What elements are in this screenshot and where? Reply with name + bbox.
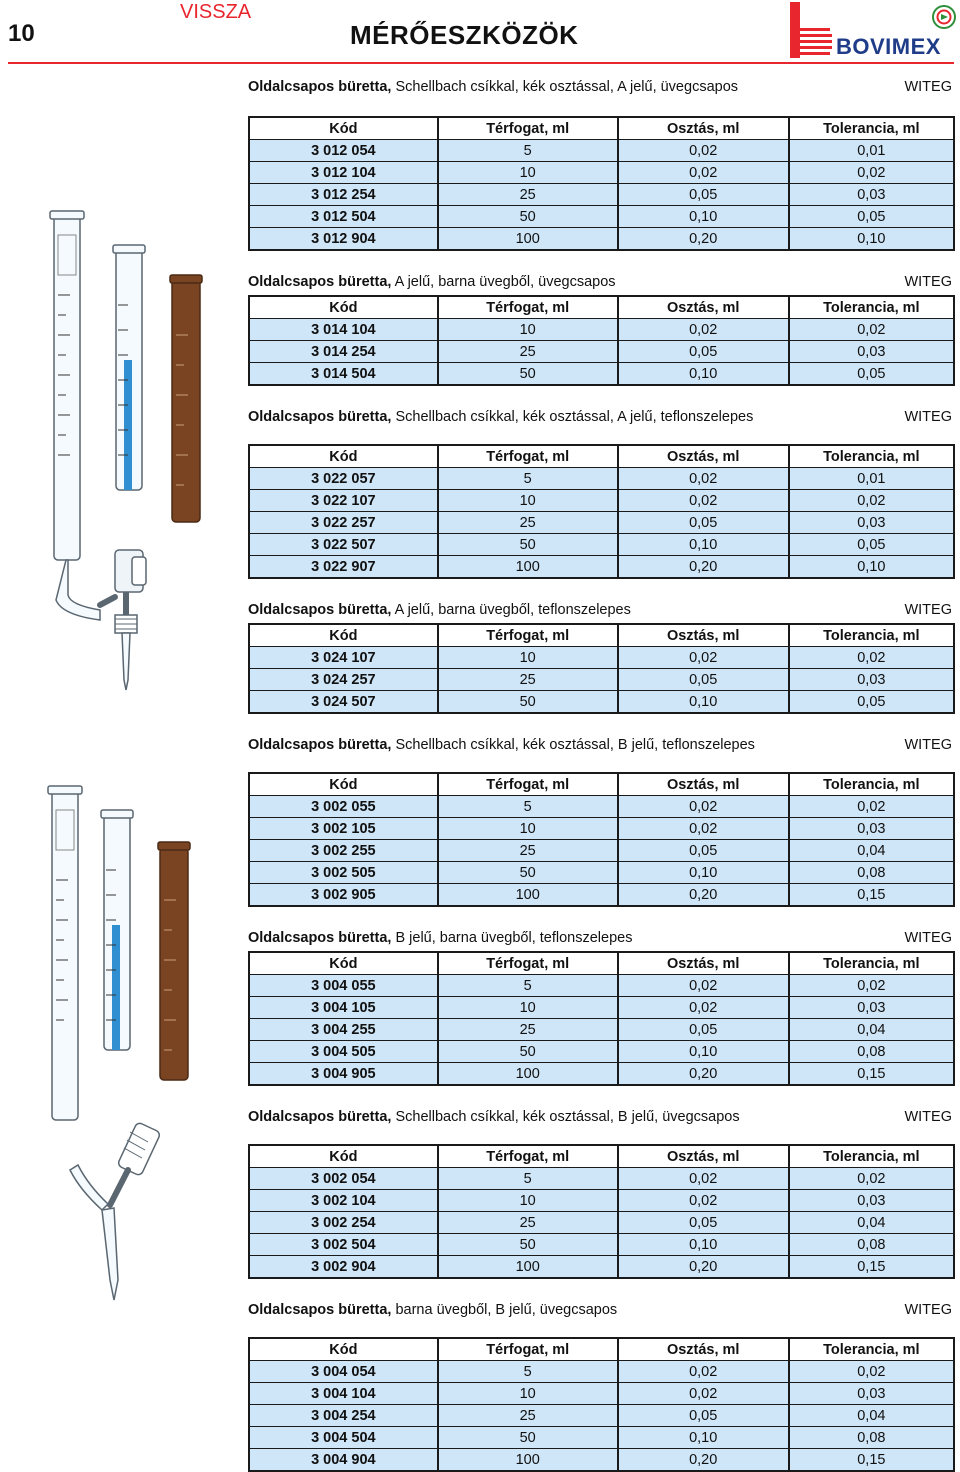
product-description: Schellbach csíkkal, kék osztással, B jelű, üvegcsapos bbox=[391, 1109, 740, 1125]
graduation-cell: 0,02 bbox=[619, 319, 790, 341]
volume-cell: 10 bbox=[439, 162, 619, 184]
volume-cell: 5 bbox=[439, 1168, 619, 1190]
product-code-cell: 3 022 907 bbox=[250, 556, 439, 577]
graduation-cell: 0,10 bbox=[619, 862, 790, 884]
spec-table bbox=[248, 1337, 955, 1472]
table-row bbox=[250, 556, 953, 577]
blue-burette-icon bbox=[113, 245, 145, 490]
section-heading bbox=[248, 1301, 956, 1319]
table-row bbox=[250, 363, 953, 384]
product-description: A jelű, barna üvegből, teflonszelepes bbox=[391, 602, 631, 618]
product-name: Oldalcsapos büretta, bbox=[248, 1109, 392, 1125]
graduation-cell: 0,02 bbox=[619, 468, 790, 490]
volume-cell: 10 bbox=[439, 818, 619, 840]
product-code-cell: 3 002 255 bbox=[250, 840, 439, 862]
tolerance-cell: 0,05 bbox=[790, 534, 953, 556]
manufacturer-label: WITEG bbox=[904, 1302, 952, 1318]
table-header-row bbox=[250, 1146, 953, 1168]
amber-burette-icon bbox=[170, 275, 202, 522]
table-row bbox=[250, 1063, 953, 1084]
column-header: Kód bbox=[250, 1339, 439, 1361]
blue-burette-icon bbox=[101, 810, 133, 1050]
table-header-row bbox=[250, 774, 953, 796]
product-code-cell: 3 024 107 bbox=[250, 647, 439, 669]
volume-cell: 50 bbox=[439, 862, 619, 884]
column-header: Térfogat, ml bbox=[439, 774, 619, 796]
tolerance-cell: 0,02 bbox=[790, 1361, 953, 1383]
bovimex-logo bbox=[786, 2, 956, 60]
product-code-cell: 3 012 054 bbox=[250, 140, 439, 162]
table-row bbox=[250, 319, 953, 341]
section-title bbox=[248, 78, 738, 96]
product-description: Schellbach csíkkal, kék osztással, A jelű, teflonszelepes bbox=[391, 409, 754, 425]
section-heading bbox=[248, 408, 956, 426]
volume-cell: 25 bbox=[439, 840, 619, 862]
spec-table bbox=[248, 295, 955, 386]
graduation-cell: 0,02 bbox=[619, 647, 790, 669]
back-link[interactable]: VISSZA bbox=[180, 1, 252, 23]
graduation-cell: 0,02 bbox=[619, 162, 790, 184]
tolerance-cell: 0,03 bbox=[790, 184, 953, 206]
column-header: Kód bbox=[250, 625, 439, 647]
table-row bbox=[250, 512, 953, 534]
section-heading bbox=[248, 736, 956, 754]
volume-cell: 100 bbox=[439, 1449, 619, 1470]
product-code-cell: 3 002 105 bbox=[250, 818, 439, 840]
graduation-cell: 0,02 bbox=[619, 490, 790, 512]
stopcock-icon bbox=[100, 550, 146, 690]
volume-cell: 50 bbox=[439, 206, 619, 228]
column-header: Térfogat, ml bbox=[439, 625, 619, 647]
table-header-row bbox=[250, 446, 953, 468]
product-description: A jelű, barna üvegből, üvegcsapos bbox=[391, 274, 616, 290]
column-header: Tolerancia, ml bbox=[790, 625, 953, 647]
section-title bbox=[248, 929, 632, 947]
column-header: Tolerancia, ml bbox=[790, 297, 953, 319]
tolerance-cell: 0,03 bbox=[790, 818, 953, 840]
graduation-cell: 0,20 bbox=[619, 556, 790, 577]
table-row bbox=[250, 1256, 953, 1277]
column-header: Osztás, ml bbox=[619, 118, 790, 140]
column-header: Osztás, ml bbox=[619, 1339, 790, 1361]
volume-cell: 50 bbox=[439, 1234, 619, 1256]
tolerance-cell: 0,02 bbox=[790, 490, 953, 512]
product-code-cell: 3 004 255 bbox=[250, 1019, 439, 1041]
table-row bbox=[250, 1190, 953, 1212]
table-row bbox=[250, 1212, 953, 1234]
graduation-cell: 0,02 bbox=[619, 975, 790, 997]
spec-table bbox=[248, 951, 955, 1086]
tolerance-cell: 0,08 bbox=[790, 1427, 953, 1449]
volume-cell: 10 bbox=[439, 647, 619, 669]
volume-cell: 100 bbox=[439, 1063, 619, 1084]
table-row bbox=[250, 1405, 953, 1427]
section-heading bbox=[248, 1108, 956, 1126]
volume-cell: 25 bbox=[439, 1212, 619, 1234]
volume-cell: 10 bbox=[439, 1383, 619, 1405]
graduation-cell: 0,20 bbox=[619, 1256, 790, 1277]
product-name: Oldalcsapos büretta, bbox=[248, 274, 392, 290]
product-code-cell: 3 002 104 bbox=[250, 1190, 439, 1212]
table-row bbox=[250, 206, 953, 228]
volume-cell: 10 bbox=[439, 490, 619, 512]
column-header: Kód bbox=[250, 953, 439, 975]
table-header-row bbox=[250, 953, 953, 975]
manufacturer-label: WITEG bbox=[904, 274, 952, 290]
table-row bbox=[250, 1449, 953, 1470]
logo-wordmark: BOVIMEX bbox=[836, 34, 941, 59]
tolerance-cell: 0,02 bbox=[790, 796, 953, 818]
volume-cell: 100 bbox=[439, 228, 619, 249]
clear-burette-icon bbox=[50, 211, 100, 620]
tolerance-cell: 0,05 bbox=[790, 691, 953, 712]
product-code-cell: 3 004 905 bbox=[250, 1063, 439, 1084]
product-section bbox=[248, 408, 956, 579]
product-code-cell: 3 004 904 bbox=[250, 1449, 439, 1470]
table-row bbox=[250, 341, 953, 363]
volume-cell: 25 bbox=[439, 341, 619, 363]
section-heading bbox=[248, 273, 956, 291]
product-code-cell: 3 004 055 bbox=[250, 975, 439, 997]
table-row bbox=[250, 1234, 953, 1256]
volume-cell: 25 bbox=[439, 1405, 619, 1427]
product-section bbox=[248, 1301, 956, 1472]
manufacturer-label: WITEG bbox=[904, 79, 952, 95]
volume-cell: 25 bbox=[439, 1019, 619, 1041]
table-row bbox=[250, 997, 953, 1019]
clear-burette-icon bbox=[48, 786, 82, 1120]
product-code-cell: 3 014 504 bbox=[250, 363, 439, 384]
product-code-cell: 3 002 505 bbox=[250, 862, 439, 884]
volume-cell: 10 bbox=[439, 1190, 619, 1212]
spec-table bbox=[248, 116, 955, 251]
manufacturer-label: WITEG bbox=[904, 409, 952, 425]
table-row bbox=[250, 1041, 953, 1063]
graduation-cell: 0,02 bbox=[619, 818, 790, 840]
volume-cell: 100 bbox=[439, 884, 619, 905]
graduation-cell: 0,05 bbox=[619, 669, 790, 691]
graduation-cell: 0,05 bbox=[619, 1019, 790, 1041]
graduation-cell: 0,20 bbox=[619, 1449, 790, 1470]
table-row bbox=[250, 1361, 953, 1383]
volume-cell: 25 bbox=[439, 184, 619, 206]
tolerance-cell: 0,05 bbox=[790, 363, 953, 384]
product-code-cell: 3 002 905 bbox=[250, 884, 439, 905]
tolerance-cell: 0,01 bbox=[790, 468, 953, 490]
tolerance-cell: 0,02 bbox=[790, 319, 953, 341]
product-code-cell: 3 014 254 bbox=[250, 341, 439, 363]
table-row bbox=[250, 1019, 953, 1041]
product-code-cell: 3 004 104 bbox=[250, 1383, 439, 1405]
product-section bbox=[248, 601, 956, 714]
product-code-cell: 3 014 104 bbox=[250, 319, 439, 341]
page-title: MÉRŐESZKÖZÖK bbox=[350, 20, 579, 50]
table-row bbox=[250, 647, 953, 669]
tolerance-cell: 0,15 bbox=[790, 1449, 953, 1470]
table-row bbox=[250, 975, 953, 997]
product-code-cell: 3 004 254 bbox=[250, 1405, 439, 1427]
product-code-cell: 3 022 057 bbox=[250, 468, 439, 490]
table-header-row bbox=[250, 625, 953, 647]
table-header-row bbox=[250, 1339, 953, 1361]
product-name: Oldalcsapos büretta, bbox=[248, 79, 392, 95]
table-row bbox=[250, 140, 953, 162]
manufacturer-label: WITEG bbox=[904, 930, 952, 946]
product-code-cell: 3 012 254 bbox=[250, 184, 439, 206]
column-header: Tolerancia, ml bbox=[790, 118, 953, 140]
tolerance-cell: 0,04 bbox=[790, 840, 953, 862]
product-code-cell: 3 002 504 bbox=[250, 1234, 439, 1256]
spec-table bbox=[248, 772, 955, 907]
volume-cell: 50 bbox=[439, 1427, 619, 1449]
table-row bbox=[250, 840, 953, 862]
product-code-cell: 3 012 904 bbox=[250, 228, 439, 249]
table-row bbox=[250, 818, 953, 840]
product-code-cell: 3 004 054 bbox=[250, 1361, 439, 1383]
spec-table bbox=[248, 444, 955, 579]
product-section bbox=[248, 78, 956, 251]
column-header: Osztás, ml bbox=[619, 625, 790, 647]
column-header: Osztás, ml bbox=[619, 1146, 790, 1168]
product-code-cell: 3 022 507 bbox=[250, 534, 439, 556]
header-divider bbox=[8, 62, 954, 64]
table-row bbox=[250, 1383, 953, 1405]
volume-cell: 100 bbox=[439, 556, 619, 577]
graduation-cell: 0,05 bbox=[619, 1212, 790, 1234]
tolerance-cell: 0,08 bbox=[790, 1234, 953, 1256]
graduation-cell: 0,10 bbox=[619, 1234, 790, 1256]
volume-cell: 5 bbox=[439, 796, 619, 818]
volume-cell: 25 bbox=[439, 669, 619, 691]
product-code-cell: 3 002 055 bbox=[250, 796, 439, 818]
tolerance-cell: 0,04 bbox=[790, 1405, 953, 1427]
product-code-cell: 3 004 105 bbox=[250, 997, 439, 1019]
graduation-cell: 0,10 bbox=[619, 1041, 790, 1063]
graduation-cell: 0,20 bbox=[619, 884, 790, 905]
tolerance-cell: 0,02 bbox=[790, 1168, 953, 1190]
volume-cell: 5 bbox=[439, 1361, 619, 1383]
product-code-cell: 3 012 504 bbox=[250, 206, 439, 228]
product-code-cell: 3 024 257 bbox=[250, 669, 439, 691]
tolerance-cell: 0,10 bbox=[790, 228, 953, 249]
column-header: Tolerancia, ml bbox=[790, 774, 953, 796]
product-code-cell: 3 024 507 bbox=[250, 691, 439, 712]
product-code-cell: 3 022 107 bbox=[250, 490, 439, 512]
section-title bbox=[248, 408, 753, 426]
tolerance-cell: 0,15 bbox=[790, 884, 953, 905]
product-description: B jelű, barna üvegből, teflonszelepes bbox=[391, 930, 633, 946]
graduation-cell: 0,10 bbox=[619, 1427, 790, 1449]
graduation-cell: 0,05 bbox=[619, 341, 790, 363]
graduation-cell: 0,10 bbox=[619, 206, 790, 228]
graduation-cell: 0,02 bbox=[619, 1361, 790, 1383]
manufacturer-label: WITEG bbox=[904, 602, 952, 618]
column-header: Osztás, ml bbox=[619, 774, 790, 796]
column-header: Térfogat, ml bbox=[439, 1146, 619, 1168]
graduation-cell: 0,10 bbox=[619, 363, 790, 384]
tolerance-cell: 0,02 bbox=[790, 975, 953, 997]
column-header: Tolerancia, ml bbox=[790, 446, 953, 468]
graduation-cell: 0,10 bbox=[619, 691, 790, 712]
column-header: Térfogat, ml bbox=[439, 297, 619, 319]
graduation-cell: 0,02 bbox=[619, 997, 790, 1019]
product-catalog bbox=[248, 78, 956, 1472]
volume-cell: 5 bbox=[439, 468, 619, 490]
volume-cell: 10 bbox=[439, 319, 619, 341]
graduation-cell: 0,05 bbox=[619, 840, 790, 862]
table-row bbox=[250, 162, 953, 184]
volume-cell: 25 bbox=[439, 512, 619, 534]
column-header: Tolerancia, ml bbox=[790, 1146, 953, 1168]
graduation-cell: 0,05 bbox=[619, 1405, 790, 1427]
tolerance-cell: 0,02 bbox=[790, 647, 953, 669]
tolerance-cell: 0,05 bbox=[790, 206, 953, 228]
spec-table bbox=[248, 1144, 955, 1279]
section-title bbox=[248, 1301, 617, 1319]
table-row bbox=[250, 184, 953, 206]
tolerance-cell: 0,08 bbox=[790, 862, 953, 884]
volume-cell: 5 bbox=[439, 140, 619, 162]
tolerance-cell: 0,02 bbox=[790, 162, 953, 184]
table-row bbox=[250, 1168, 953, 1190]
volume-cell: 5 bbox=[439, 975, 619, 997]
angled-stopcock-icon bbox=[70, 1122, 161, 1300]
product-name: Oldalcsapos büretta, bbox=[248, 737, 392, 753]
volume-cell: 50 bbox=[439, 363, 619, 384]
column-header: Térfogat, ml bbox=[439, 446, 619, 468]
tolerance-cell: 0,15 bbox=[790, 1256, 953, 1277]
product-name: Oldalcsapos büretta, bbox=[248, 1302, 392, 1318]
tolerance-cell: 0,04 bbox=[790, 1019, 953, 1041]
section-title bbox=[248, 736, 755, 754]
graduation-cell: 0,05 bbox=[619, 184, 790, 206]
table-row bbox=[250, 1427, 953, 1449]
volume-cell: 10 bbox=[439, 997, 619, 1019]
tolerance-cell: 0,08 bbox=[790, 1041, 953, 1063]
table-row bbox=[250, 862, 953, 884]
graduation-cell: 0,10 bbox=[619, 534, 790, 556]
column-header: Osztás, ml bbox=[619, 446, 790, 468]
product-section bbox=[248, 929, 956, 1086]
graduation-cell: 0,20 bbox=[619, 1063, 790, 1084]
column-header: Kód bbox=[250, 774, 439, 796]
bovimex-mark-icon bbox=[786, 2, 834, 58]
column-header: Kód bbox=[250, 446, 439, 468]
product-code-cell: 3 012 104 bbox=[250, 162, 439, 184]
column-header: Kód bbox=[250, 1146, 439, 1168]
product-name: Oldalcsapos büretta, bbox=[248, 930, 392, 946]
table-header-row bbox=[250, 297, 953, 319]
product-description: Schellbach csíkkal, kék osztással, A jelű, üvegcsapos bbox=[391, 79, 739, 95]
product-name: Oldalcsapos büretta, bbox=[248, 602, 392, 618]
graduation-cell: 0,02 bbox=[619, 1190, 790, 1212]
section-title bbox=[248, 273, 616, 291]
tolerance-cell: 0,03 bbox=[790, 669, 953, 691]
tolerance-cell: 0,04 bbox=[790, 1212, 953, 1234]
table-row bbox=[250, 796, 953, 818]
burettes-illustration-b bbox=[40, 780, 220, 1315]
product-section bbox=[248, 273, 956, 386]
volume-cell: 50 bbox=[439, 691, 619, 712]
quality-badge-icon bbox=[932, 5, 956, 29]
section-title bbox=[248, 1108, 740, 1126]
table-header-row bbox=[250, 118, 953, 140]
product-code-cell: 3 002 054 bbox=[250, 1168, 439, 1190]
table-row bbox=[250, 468, 953, 490]
tolerance-cell: 0,03 bbox=[790, 1383, 953, 1405]
column-header: Tolerancia, ml bbox=[790, 953, 953, 975]
manufacturer-label: WITEG bbox=[904, 1109, 952, 1125]
spec-table bbox=[248, 623, 955, 714]
tolerance-cell: 0,03 bbox=[790, 512, 953, 534]
product-code-cell: 3 002 254 bbox=[250, 1212, 439, 1234]
section-title bbox=[248, 601, 631, 619]
table-row bbox=[250, 490, 953, 512]
tolerance-cell: 0,15 bbox=[790, 1063, 953, 1084]
table-row bbox=[250, 534, 953, 556]
volume-cell: 50 bbox=[439, 1041, 619, 1063]
tolerance-cell: 0,03 bbox=[790, 1190, 953, 1212]
section-heading bbox=[248, 78, 956, 96]
column-header: Kód bbox=[250, 118, 439, 140]
column-header: Osztás, ml bbox=[619, 297, 790, 319]
column-header: Térfogat, ml bbox=[439, 1339, 619, 1361]
tolerance-cell: 0,10 bbox=[790, 556, 953, 577]
table-row bbox=[250, 228, 953, 249]
column-header: Osztás, ml bbox=[619, 953, 790, 975]
tolerance-cell: 0,03 bbox=[790, 341, 953, 363]
section-heading bbox=[248, 601, 956, 619]
product-description: barna üvegből, B jelű, üvegcsapos bbox=[391, 1302, 618, 1318]
column-header: Térfogat, ml bbox=[439, 953, 619, 975]
tolerance-cell: 0,01 bbox=[790, 140, 953, 162]
tolerance-cell: 0,03 bbox=[790, 997, 953, 1019]
column-header: Térfogat, ml bbox=[439, 118, 619, 140]
column-header: Kód bbox=[250, 297, 439, 319]
graduation-cell: 0,05 bbox=[619, 512, 790, 534]
graduation-cell: 0,02 bbox=[619, 796, 790, 818]
table-row bbox=[250, 884, 953, 905]
product-name: Oldalcsapos büretta, bbox=[248, 409, 392, 425]
graduation-cell: 0,20 bbox=[619, 228, 790, 249]
volume-cell: 50 bbox=[439, 534, 619, 556]
product-code-cell: 3 022 257 bbox=[250, 512, 439, 534]
product-description: Schellbach csíkkal, kék osztással, B jelű, teflonszelepes bbox=[391, 737, 755, 753]
volume-cell: 100 bbox=[439, 1256, 619, 1277]
table-row bbox=[250, 669, 953, 691]
product-code-cell: 3 002 904 bbox=[250, 1256, 439, 1277]
amber-burette-icon bbox=[158, 842, 190, 1080]
product-code-cell: 3 004 505 bbox=[250, 1041, 439, 1063]
table-row bbox=[250, 691, 953, 712]
product-section bbox=[248, 736, 956, 907]
column-header: Tolerancia, ml bbox=[790, 1339, 953, 1361]
graduation-cell: 0,02 bbox=[619, 1383, 790, 1405]
manufacturer-label: WITEG bbox=[904, 737, 952, 753]
page-number: 10 bbox=[8, 20, 35, 47]
graduation-cell: 0,02 bbox=[619, 140, 790, 162]
graduation-cell: 0,02 bbox=[619, 1168, 790, 1190]
section-heading bbox=[248, 929, 956, 947]
burettes-illustration-a bbox=[40, 205, 220, 700]
product-code-cell: 3 004 504 bbox=[250, 1427, 439, 1449]
product-section bbox=[248, 1108, 956, 1279]
